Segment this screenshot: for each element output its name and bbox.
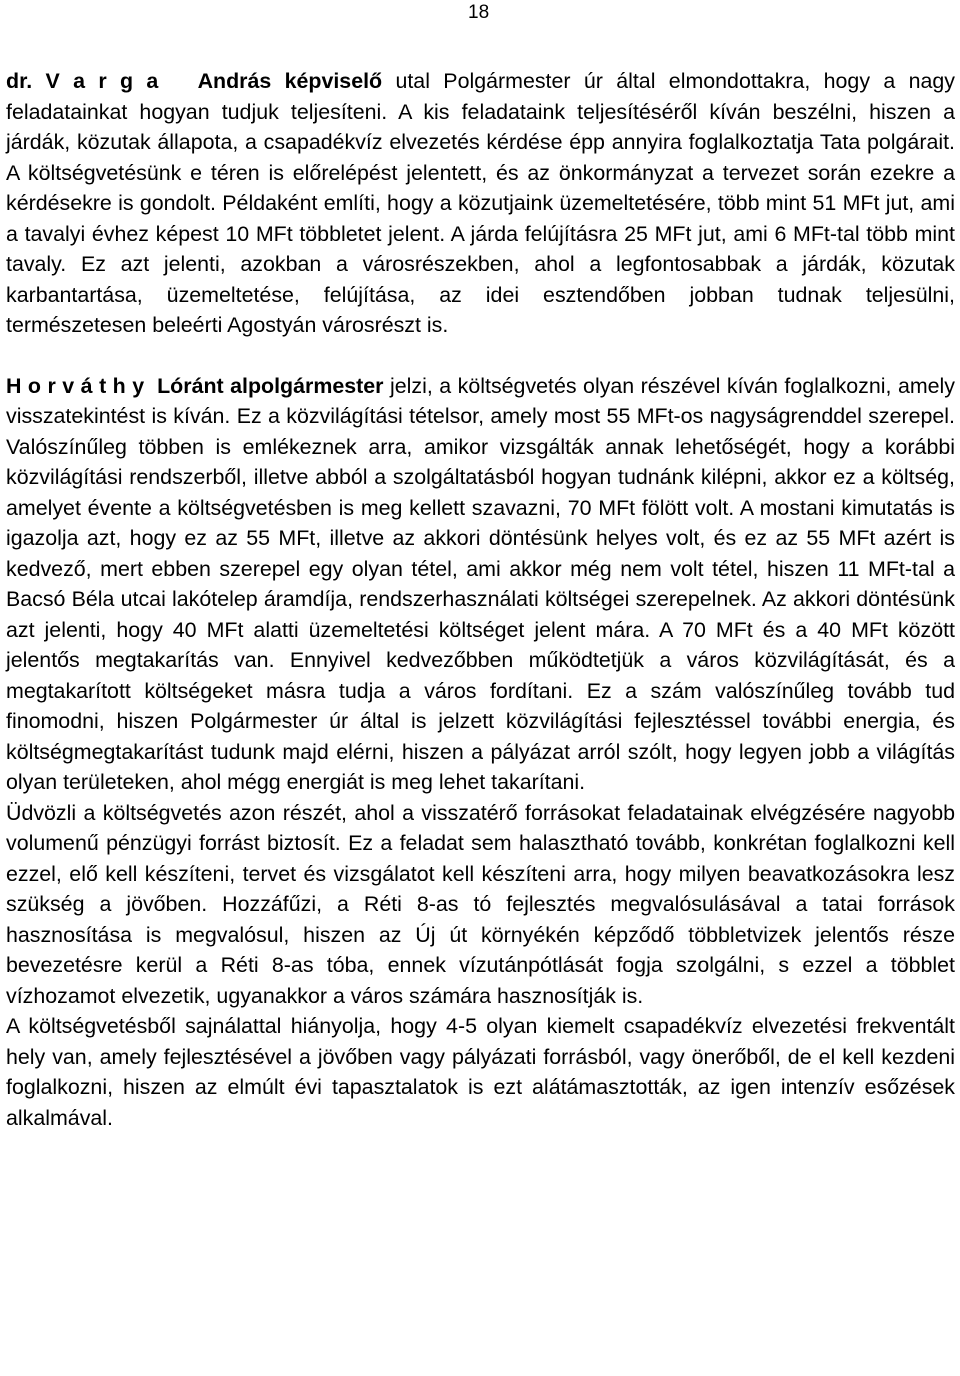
paragraph-text: utal Polgármester úr által elmondottakra, hogy a nagy feladatainkat hogyan tudjuk teljesíteni. A kis feladataink teljesítéséről kíván beszélni, hiszen a járdák, közutak állapota, a csapadékvíz elvezetés kérdése épp annyira foglalkoztatja Tata polgárait. A költségvetésünk e téren is előrelépést jelentett, és az önkormányzat a tervezet során ezekre a kérdésekre is gondolt. Példaként említi, hogy a közutjaink üzemeltetésére, több mint 51 MFt jut, ami a tavalyi évhez képest 10 MFt többletet jelent. A járda felújításra 25 MFt jut, ami 6 MFt-tal több mint tavaly. Ez azt jelenti, azokban a városrészekben, ahol a legfontosabbak a járdák, közutak karbantartása, üzemeltetése, felújítása, az idei esztendőben jobban tudnak teljesülni, természetesen beleérti Agostyán városrészt is. [6, 69, 955, 337]
paragraph-text: A költségvetésből sajnálattal hiányolja, hogy 4-5 olyan kiemelt csapadékvíz elvezetési frekventált hely van, amely fejlesztésével a jövőben vagy pályázati forrásból, vagy önerőből, de el kell kezdeni foglalkozni, hiszen az elmúlt évi tapasztalatok is ezt alátámasztották, az igen intenzív esőzések alkalmával. [6, 1014, 955, 1130]
paragraph-gap [6, 341, 955, 371]
paragraph-csapadekviz [6, 1011, 955, 1133]
speaker-name: H o r v á t h y Lóránt alpolgármester [6, 373, 384, 398]
paragraph-horvathy [6, 371, 955, 798]
page-number: 18 [468, 2, 490, 23]
paragraph-forrasok [6, 798, 955, 1012]
document-body [6, 66, 955, 1133]
paragraph-varga [6, 66, 955, 341]
paragraph-text: Üdvözli a költségvetés azon részét, ahol a visszatérő forrásokat feladatainak elvégzésére nagyobb volumenű pénzügyi forrást biztosít. Ez a feladat sem halasztható tovább, konkrétan foglalkozni kell ezzel, elő kell készíteni, tervet és vizsgálatot kell készíteni arra, hogy milyen beavatkozásokra lesz szükség a jövőben. Hozzáfűzi, a Réti 8-as tó fejlesztés megvalósulásával a tatai források hasznosítása is megvalósul, hiszen az Új út környékén képződő többletvizek jelentős része bevezetésre kerül a Réti 8-as tóba, ennek vízutánpótlását fogja szolgálni, s ezzel a többlet vízhozamot elvezetik, ugyanakkor a város számára hasznosítják is. [6, 800, 955, 1008]
speaker-name: dr. V a r g a András képviselő [6, 69, 383, 93]
paragraph-text: jelzi, a költségvetés olyan részével kíván foglalkozni, amely visszatekintést is kíván. Ez a közvilágítási tételsor, amely most 55 MFt-os nagyságrenddel szerepel. Valószínűleg többen is emlékeznek arra, amikor vizsgálták annak lehetőségét, hogy a korábbi közvilágítási rendszerből, illetve abból a szolgáltatásból hogyan tudnánk kilépni, akkor ez a költség, amelyet évente a költségvetésben is meg kellett szavazni, 70 MFt fölött volt. A mostani kimutatás is igazolja azt, hogy ez az 55 MFt, illetve az akkori döntésünk helyes volt, és ez az 55 MFt azért is kedvező, mert ebben szerepel egy olyan tétel, ami akkor még nem volt tétel, hiszen 11 MFt-tal a Bacsó Béla utcai lakótelep áramdíja, rendszerhasználati költségei szerepelnek. Az akkori döntésünk azt jelenti, hogy 40 MFt alatti üzemeltetési költséget jelent mára. A 70 MFt és a 40 MFt között jelentős megtakarítás van. Ennyivel kedvezőbben működtetjük a város közvilágítását, és a megtakarított költségeket másra tudja a város fordítani. Ez a szám valószínűleg tovább tud finomodni, hiszen Polgármester úr által is jelzett közvilágítási fejlesztéssel további energia, és költségmegtakarítást tudunk majd elérni, hiszen a pályázat arról szólt, hogy legyen jobb a világítás olyan területeken, ahol mégg energiát is meg lehet takarítani. [6, 373, 956, 794]
